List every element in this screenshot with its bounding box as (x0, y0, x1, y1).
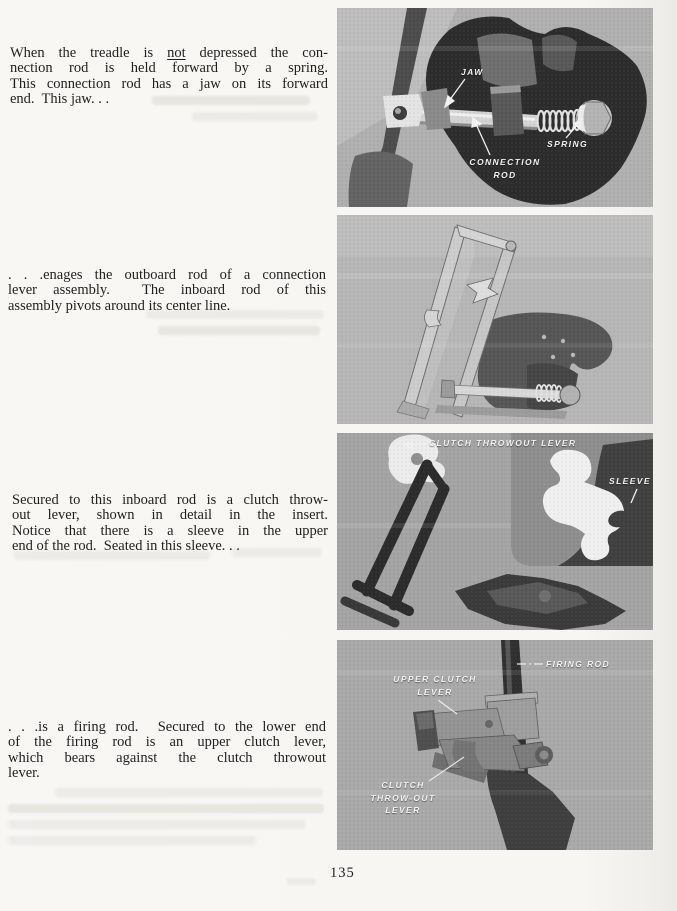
text-line: of the firing rod is an upper clutch lever, (8, 734, 326, 751)
figure-label-line: THROW-OUT (370, 792, 436, 803)
text-line: assembly pivots around its center line. (8, 297, 231, 314)
text-line: . . .enages the outboard rod of a connection (8, 267, 326, 283)
halftone-overlay (337, 433, 653, 630)
text-line (10, 46, 328, 61)
figure-label-connection-rod (457, 156, 553, 181)
text-segment: depressed the con- (185, 45, 329, 61)
figure-label-sleeve: SLEEVE (609, 476, 651, 486)
text-line: lever assembly. The inboard rod of this (8, 282, 326, 299)
figure-connection-rod-photo (337, 8, 653, 207)
scan-streak (337, 523, 511, 528)
figure-label-line: ROD (493, 169, 517, 180)
bleed-through-ghost (146, 310, 324, 319)
text-line: . . .is a firing rod. Secured to the lower end (8, 719, 326, 735)
figure-label-line: CONNECTION (469, 157, 541, 167)
figure-label-clutch-throwout-lever: CLUTCH THROWOUT LEVER (429, 438, 577, 448)
text-line: This connection rod has a jaw on its forward (10, 75, 328, 92)
bleed-through-ghost (158, 326, 320, 335)
figure-firing-rod-art (337, 640, 653, 850)
bleed-through-ghost (14, 551, 210, 560)
paragraph-firing-rod (8, 720, 326, 782)
figure-label-line: LEVER (385, 805, 421, 815)
figure-label-clutch-throw-out-lever (363, 779, 443, 817)
paragraph-connection-lever (8, 268, 326, 314)
text-line: which bears against the clutch throwout (8, 749, 326, 766)
figure-clutch-throwout-photo (337, 433, 653, 630)
text-line: end of the rod. Seated in this sleeve. . . (12, 538, 240, 555)
bleed-through-ghost (232, 548, 322, 557)
figure-label-jaw: JAW (461, 67, 484, 77)
figure-label-firing-rod: FIRING ROD (546, 659, 611, 669)
text-line: out lever, shown in detail in the insert. (12, 507, 328, 524)
figure-label-line: CLUTCH (381, 780, 425, 790)
bleed-through-ghost (286, 878, 316, 885)
figure-clutch-throwout-art (337, 433, 653, 630)
figure-label-spring: SPRING (547, 139, 588, 149)
paragraph-clutch-throwout (12, 493, 328, 555)
figure-label-line: LEVER (417, 686, 453, 697)
bleed-through-ghost (192, 112, 318, 121)
text-segment: When the treadle is (10, 45, 168, 61)
text-line: nection rod is held forward by a spring. (10, 60, 328, 77)
scan-streak (337, 343, 653, 348)
scan-streak (337, 273, 653, 279)
bleed-through-ghost (55, 788, 323, 797)
text-line: lever. (8, 765, 40, 782)
text-line: end. This jaw. . . (10, 91, 110, 108)
underlined-word: not (167, 45, 186, 61)
bleed-through-ghost (8, 836, 256, 845)
bleed-through-ghost (152, 96, 310, 105)
text-line: Secured to this inboard rod is a clutch throw- (12, 492, 328, 508)
figure-label-line: UPPER CLUTCH (393, 674, 477, 684)
bleed-through-ghost (8, 804, 324, 813)
text-line: Notice that there is a sleeve in the upper (12, 522, 328, 539)
halftone-overlay (337, 215, 653, 424)
figure-firing-rod-photo (337, 640, 653, 850)
figure-label-upper-clutch-lever (385, 673, 485, 698)
page-number: 135 (330, 865, 355, 881)
figure-lever-assembly-photo (337, 215, 653, 424)
scan-streak (337, 46, 653, 51)
figure-lever-assembly-art (337, 215, 653, 424)
bleed-through-ghost (8, 820, 306, 829)
